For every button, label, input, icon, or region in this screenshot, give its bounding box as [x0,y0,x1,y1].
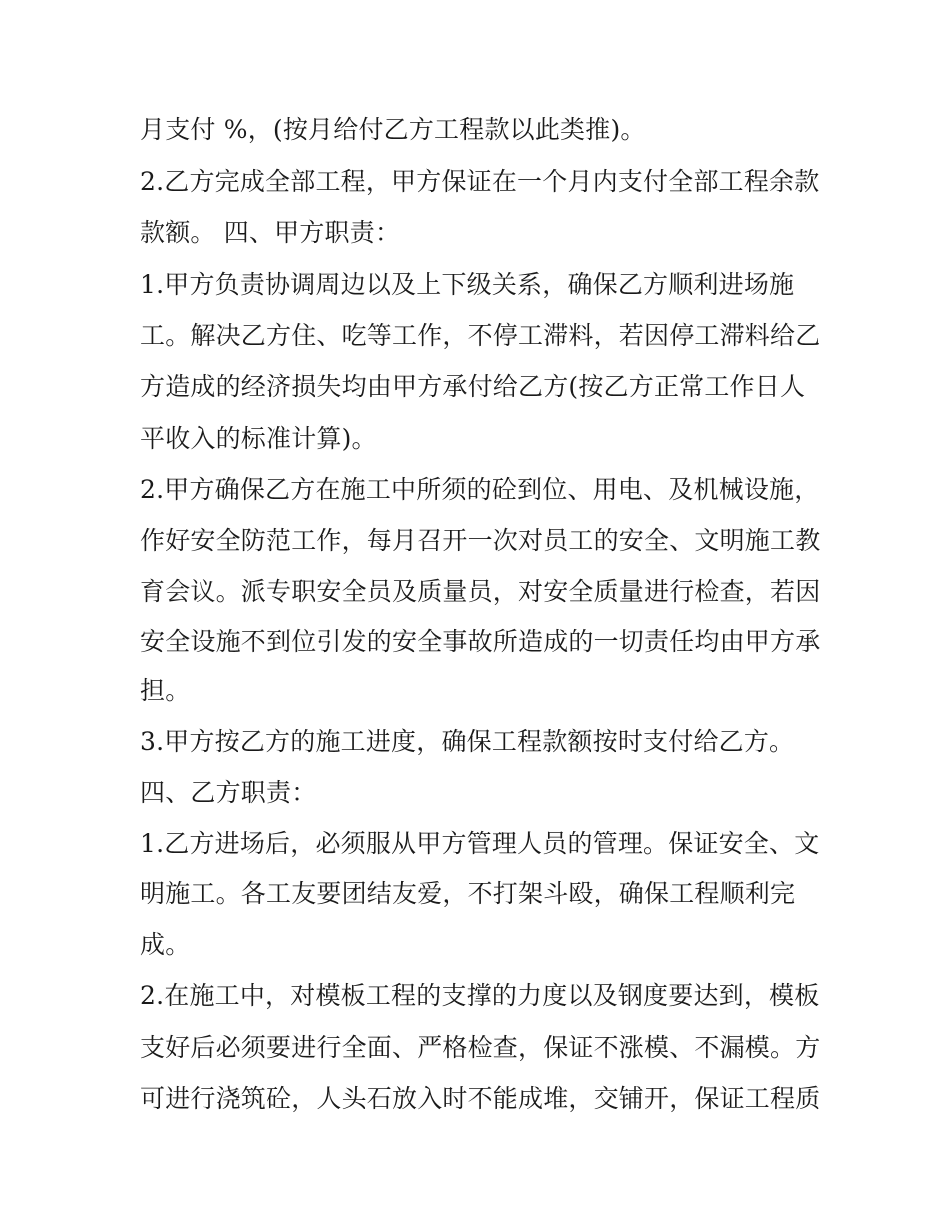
text-line: 2.在施工中，对模板工程的支撑的力度以及钢度要达到，模板 [140,981,820,1010]
text-line: 2.乙方完成全部工程，甲方保证在一个月内支付全部工程余款 [140,167,820,196]
text-line: 平收入的标准计算)。 [140,424,377,453]
text-line: 月支付 %，(按月给付乙方工程款以此类推)。 [140,115,646,144]
text-line: 方造成的经济损失均由甲方承付给乙方(按乙方正常工作日人 [140,372,806,401]
text-line: 成。 [140,930,191,959]
text-line: 支好后必须要进行全面、严格检查，保证不涨模、不漏模。方 [140,1033,821,1062]
text-line: 款额。 四、甲方职责： [140,218,401,247]
text-line: 四、乙方职责： [140,778,317,807]
text-line: 育会议。派专职安全员及质量员，对安全质量进行检查，若因 [140,577,821,606]
text-line: 安全设施不到位引发的安全事故所造成的一切责任均由甲方承 [140,627,821,656]
text-line: 担。 [140,676,191,705]
text-line: 工。解决乙方住、吃等工作，不停工滞料，若因停工滞料给乙 [140,321,821,350]
text-line: 2.甲方确保乙方在施工中所须的砼到位、用电、及机械设施， [140,475,820,504]
text-line: 作好安全防范工作，每月召开一次对员工的安全、文明施工教 [140,526,821,555]
text-line: 明施工。各工友要团结友爱，不打架斗殴，确保工程顺利完 [140,879,796,908]
text-line: 1.乙方进场后，必须服从甲方管理人员的管理。保证安全、文 [140,829,820,858]
text-line: 1.甲方负责协调周边以及上下级关系，确保乙方顺利进场施 [140,270,795,299]
text-line: 可进行浇筑砼，人头石放入时不能成堆，交铺开，保证工程质 [140,1084,821,1113]
text-line: 3.甲方按乙方的施工进度，确保工程款额按时支付给乙方。 [140,727,795,756]
